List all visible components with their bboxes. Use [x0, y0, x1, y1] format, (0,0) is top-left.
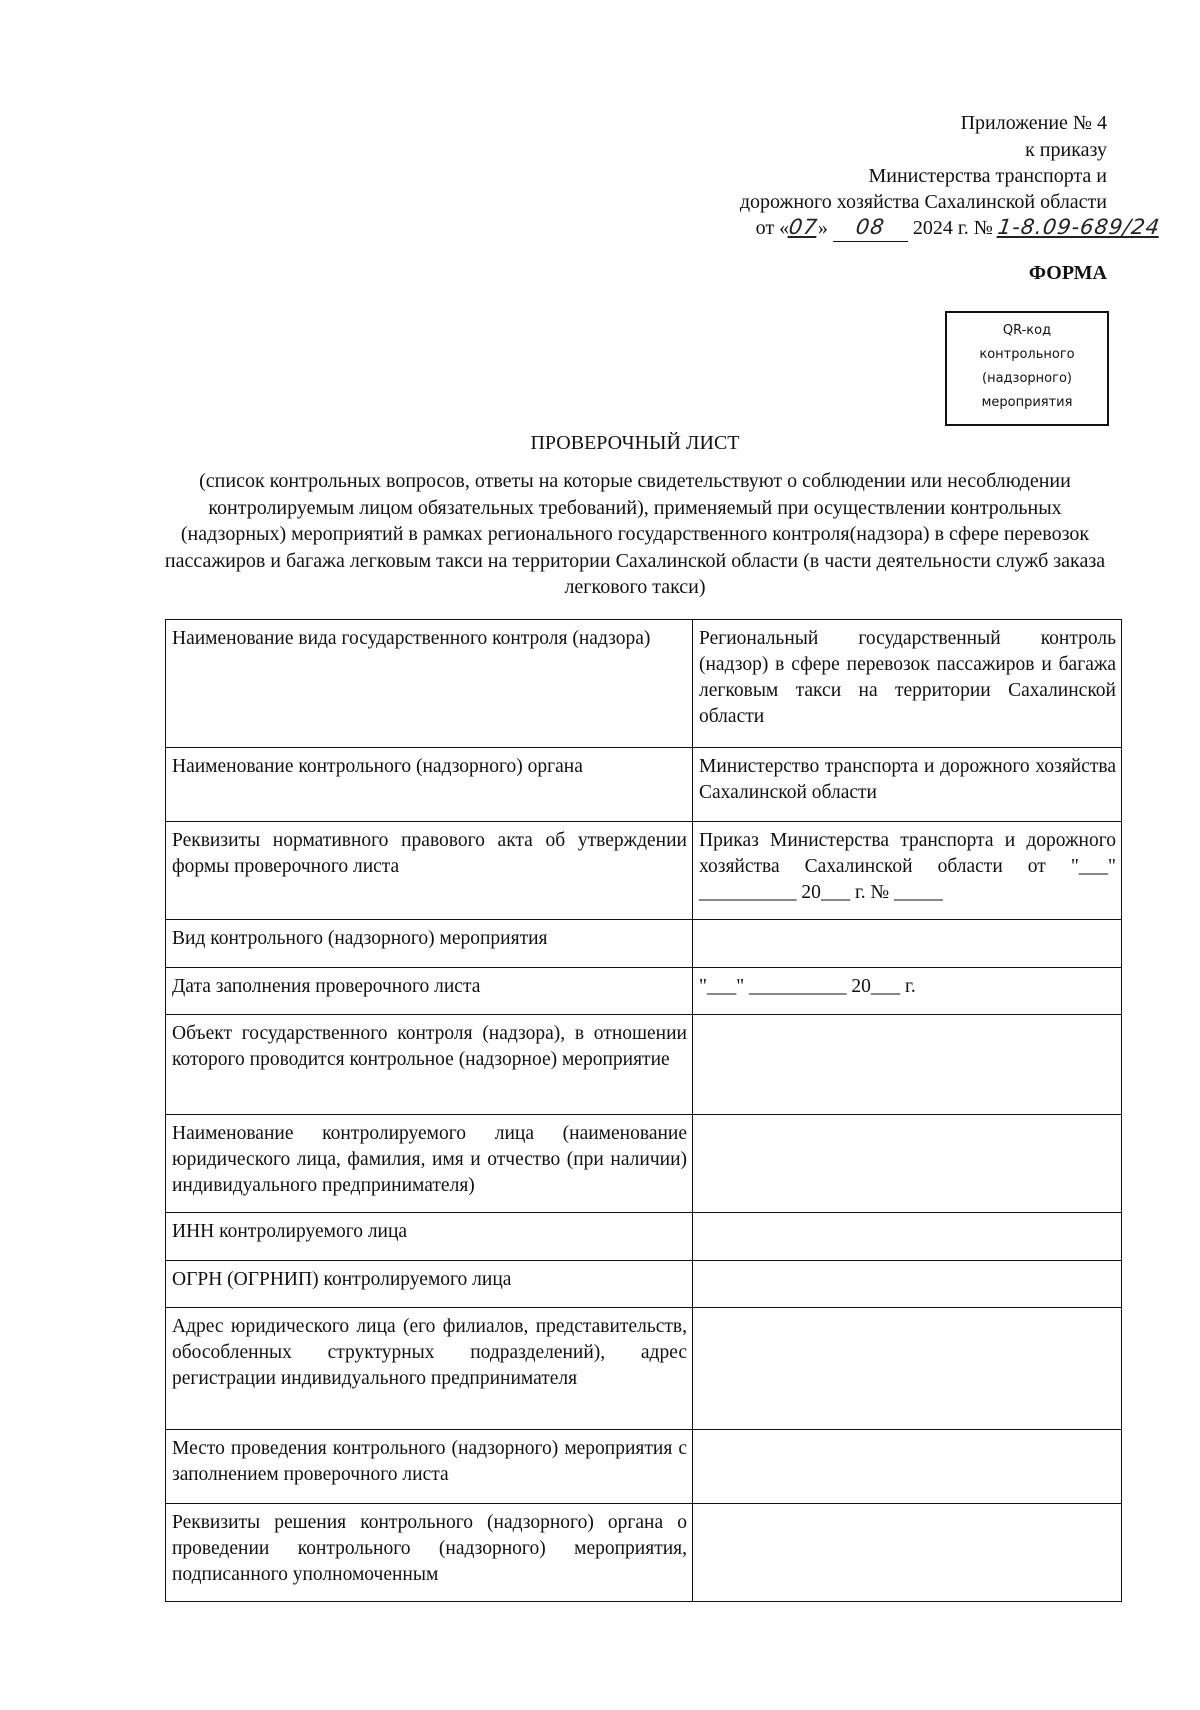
- table-row: [166, 1115, 1122, 1213]
- row-value[interactable]: [693, 1308, 1122, 1430]
- row-label: Наименование вида государственного контроля (надзора): [166, 620, 693, 748]
- table-row: [166, 748, 1122, 822]
- row-value[interactable]: [693, 1213, 1122, 1261]
- row-label: Реквизиты нормативного правового акта об утверждении формы проверочного листа: [166, 822, 693, 920]
- row-value[interactable]: [693, 1504, 1122, 1602]
- page-title: ПРОВЕРОЧНЫЙ ЛИСТ: [530, 432, 740, 454]
- table-row: [166, 920, 1122, 968]
- appendix-number: Приложение № 4: [960, 112, 1107, 134]
- qr-text: мероприятия: [981, 395, 1073, 410]
- handwritten-day: 07: [787, 215, 820, 239]
- qr-text: контрольного: [979, 347, 1075, 362]
- ministry-line: Министерства транспорта и: [868, 165, 1107, 187]
- row-label: ИНН контролируемого лица: [166, 1213, 693, 1261]
- row-value[interactable]: [693, 1115, 1122, 1213]
- row-value[interactable]: [693, 1261, 1122, 1308]
- page-subtitle: (список контрольных вопросов, ответы на которые свидетельствуют о соблюдении или несоблюдении контролируемым лицом обязательных требований), применяемый при осуществлении контрольных (надзорных) мероприятий в рамках регионального государственного контроля(надзора) в сфере перевозок пассажиров и багажа легковым такси на территории Сахалинской области (в части деятельности служб заказа легкового такси): [164, 470, 1106, 598]
- table-row: [166, 1430, 1122, 1504]
- qr-code-placeholder: [945, 311, 1109, 426]
- row-label: Реквизиты решения контрольного (надзорного) органа о проведении контрольного (надзорного) мероприятия, подписанного уполномоченным: [166, 1504, 693, 1602]
- date-prefix: от «: [755, 217, 790, 239]
- row-label: Наименование контролируемого лица (наименование юридического лица, фамилия, имя и отчество (при наличии) индивидуального предпринимателя): [166, 1115, 693, 1213]
- date-close: »: [817, 217, 828, 239]
- row-value[interactable]: Приказ Министерства транспорта и дорожного хозяйства Сахалинской области от "___" __________ 20___ г. № _____: [693, 822, 1122, 920]
- table-row: [166, 1261, 1122, 1308]
- table-row: [166, 1213, 1122, 1261]
- row-value[interactable]: Региональный государственный контроль (надзор) в сфере перевозок пассажиров и багажа легковым такси на территории Сахалинской области: [693, 620, 1122, 748]
- row-label: Объект государственного контроля (надзора), в отношении которого проводится контрольное (надзорное) мероприятие: [166, 1015, 693, 1115]
- row-value[interactable]: Министерство транспорта и дорожного хозяйства Сахалинской области: [693, 748, 1122, 822]
- table-row: [166, 968, 1122, 1015]
- row-value[interactable]: [693, 920, 1122, 968]
- table-row: [166, 1504, 1122, 1602]
- row-label: Вид контрольного (надзорного) мероприятия: [166, 920, 693, 968]
- order-date-line: [756, 214, 1160, 242]
- form-label: ФОРМА: [1028, 262, 1107, 284]
- checklist-table: [165, 619, 1122, 1602]
- handwritten-order-number: 1-8.09-689/24: [996, 215, 1162, 239]
- row-label: ОГРН (ОГРНИП) контролируемого лица: [166, 1261, 693, 1308]
- table-row: [166, 1308, 1122, 1430]
- year-number-label: 2024 г. №: [912, 217, 993, 239]
- qr-text: (надзорного): [982, 371, 1072, 386]
- table-row: [166, 822, 1122, 920]
- row-value[interactable]: "___" __________ 20___ г.: [693, 968, 1122, 1015]
- handwritten-month: 08: [854, 215, 887, 239]
- row-label: Адрес юридического лица (его филиалов, представительств, обособленных структурных подразделений), адрес регистрации индивидуального предпринимателя: [166, 1308, 693, 1430]
- ministry-line-2: дорожного хозяйства Сахалинской области: [739, 191, 1107, 213]
- qr-text: QR-код: [1002, 323, 1052, 338]
- order-reference: к приказу: [1025, 139, 1107, 161]
- row-value[interactable]: [693, 1430, 1122, 1504]
- row-label: Дата заполнения проверочного листа: [166, 968, 693, 1015]
- table-row: [166, 620, 1122, 748]
- table-row: [166, 1015, 1122, 1115]
- row-value[interactable]: [693, 1015, 1122, 1115]
- row-label: Место проведения контрольного (надзорного) мероприятия с заполнением проверочного листа: [166, 1430, 693, 1504]
- row-label: Наименование контрольного (надзорного) органа: [166, 748, 693, 822]
